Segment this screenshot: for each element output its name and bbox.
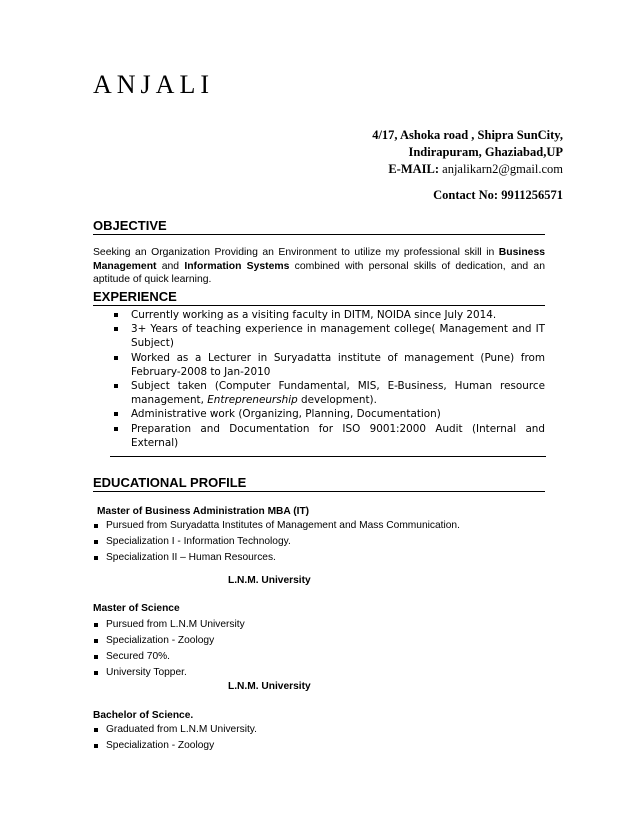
email-address: anjalikarn2@gmail.com <box>442 162 563 176</box>
mba-detail-item: Specialization II – Human Resources. <box>93 550 460 566</box>
objective-text-part: combined with personal skills of dedication, and an aptitude of quick learning. <box>93 260 545 285</box>
experience-item: Currently working as a visiting faculty in DITM, NOIDA since July 2014. <box>100 308 545 322</box>
education-heading: EDUCATIONAL PROFILE <box>93 475 545 492</box>
degree-bsc: Bachelor of Science. <box>93 710 194 721</box>
bsc-details-list <box>93 722 257 754</box>
experience-item: Worked as a Lecturer in Suryadatta institute of management (Pune) from February-2008 to Jan-2010 <box>100 351 545 379</box>
experience-item-text: Subject taken (Computer Fundamental, MIS, E-Business, Human resource management, <box>131 380 545 407</box>
experience-item: Preparation and Documentation for ISO 9001:2000 Audit (Internal and External) <box>100 422 545 450</box>
address-line-1: 4/17, Ashoka road , Shipra SunCity, <box>372 128 563 142</box>
contact-label: Contact No: <box>433 188 499 202</box>
objective-text <box>93 246 545 287</box>
bsc-detail-item: Graduated from L.N.M University. <box>93 722 257 738</box>
objective-heading: OBJECTIVE <box>93 218 545 235</box>
objective-bold-infosys: Information Systems <box>184 260 290 272</box>
msc-detail-item: Pursued from L.N.M University <box>93 617 245 633</box>
address-line-2: Indirapuram, Ghaziabad,UP <box>408 145 563 159</box>
objective-text-part: and <box>156 260 185 272</box>
mba-details-list <box>93 518 460 566</box>
contact-line <box>433 187 563 204</box>
experience-heading: EXPERIENCE <box>93 289 545 306</box>
experience-item-italic: Entrepreneurship <box>207 394 298 407</box>
experience-item: 3+ Years of teaching experience in management college( Management and IT Subject) <box>100 322 545 350</box>
degree-mba: Master of Business Administration MBA (IT) <box>97 506 310 517</box>
degree-msc: Master of Science <box>93 603 180 614</box>
objective-text-part: Seeking an Organization Providing an Environment to utilize my professional skill in <box>93 247 499 258</box>
contact-number: 9911256571 <box>501 188 563 202</box>
mba-detail-item: Specialization I - Information Technology. <box>93 534 460 550</box>
msc-university: L.N.M. University <box>228 681 311 692</box>
mba-detail-item: Pursued from Suryadatta Institutes of Management and Mass Communication. <box>93 518 460 534</box>
msc-details-list <box>93 617 245 681</box>
email-line <box>388 161 563 178</box>
msc-detail-item: University Topper. <box>93 665 245 681</box>
mba-university: L.N.M. University <box>228 575 311 586</box>
experience-item <box>100 379 545 407</box>
experience-item: Administrative work (Organizing, Planning, Documentation) <box>100 407 545 421</box>
msc-detail-item: Specialization - Zoology <box>93 633 245 649</box>
experience-item-text: development). <box>297 394 377 407</box>
bsc-detail-item: Specialization - Zoology <box>93 738 257 754</box>
email-label: E-MAIL: <box>388 162 440 176</box>
experience-list <box>100 308 545 450</box>
objective-bold-business: Business Management <box>93 247 545 272</box>
msc-detail-item: Secured 70%. <box>93 649 245 665</box>
candidate-name: ANJALI <box>93 70 214 99</box>
section-divider <box>110 456 546 457</box>
